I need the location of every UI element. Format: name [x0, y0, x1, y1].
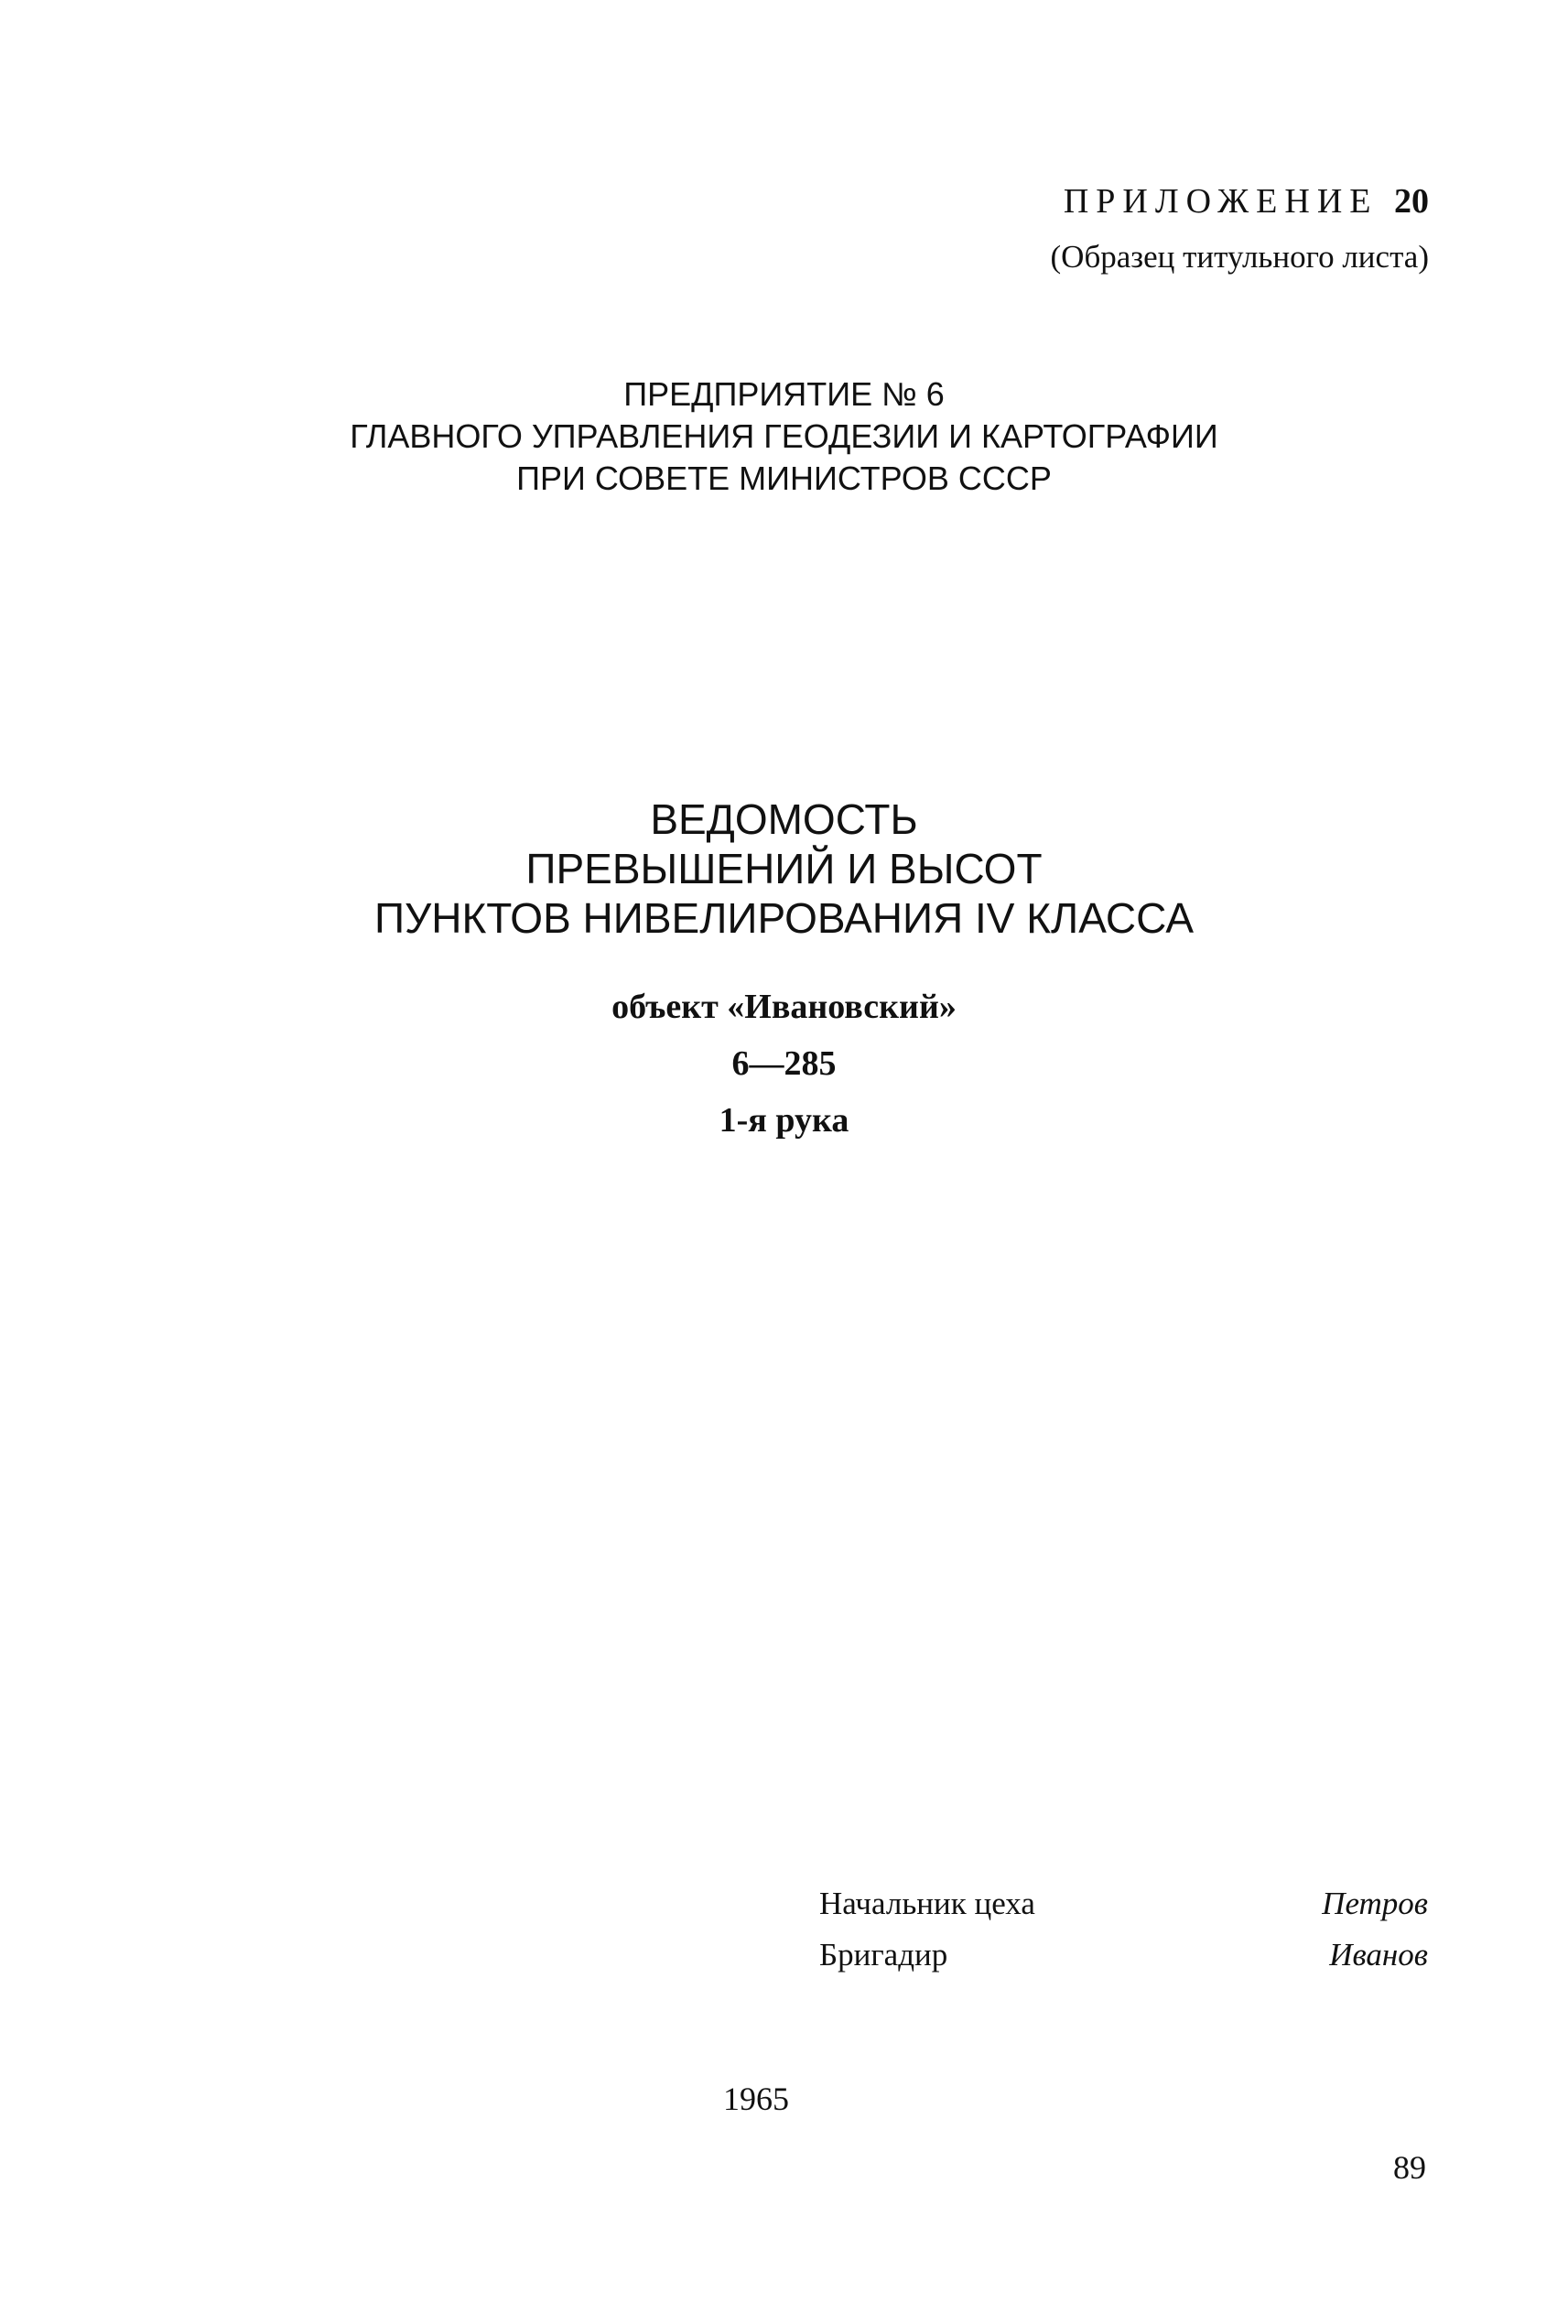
hand-label: 1-я рука: [719, 1101, 849, 1140]
appendix-subtitle: (Образец титульного листа): [1050, 239, 1429, 275]
signature-role: Бригадир: [819, 1937, 948, 1973]
signature-role: Начальник цеха: [819, 1886, 1035, 1921]
appendix-header: [916, 179, 1429, 278]
page-number: 89: [1393, 2149, 1426, 2186]
signature-name: Иванов: [1329, 1937, 1428, 1973]
object-code: 6—285: [731, 1044, 837, 1083]
title-line: ПУНКТОВ НИВЕЛИРОВАНИЯ IV КЛАССА: [373, 894, 1195, 942]
signature-row: [819, 1935, 1428, 1986]
document-meta: [0, 985, 1568, 1155]
appendix-label: ПРИЛОЖЕНИЕ: [1063, 182, 1379, 221]
signature-row: [819, 1884, 1428, 1935]
title-line: ВЕДОМОСТЬ: [650, 795, 918, 843]
organization-line: ГЛАВНОГО УПРАВЛЕНИЯ ГЕОДЕЗИИ И КАРТОГРАФИИ: [350, 417, 1218, 455]
organization-block: [0, 373, 1568, 500]
publication-year: 1965: [723, 2081, 789, 2117]
signature-name: Петров: [1322, 1886, 1428, 1921]
title-line: ПРЕВЫШЕНИЙ И ВЫСОТ: [525, 845, 1043, 892]
organization-line: ПРИ СОВЕТЕ МИНИСТРОВ СССР: [516, 459, 1052, 497]
appendix-title: [916, 179, 1429, 223]
signatures-block: [819, 1884, 1428, 1986]
object-name: объект «Ивановский»: [611, 988, 957, 1026]
appendix-number: 20: [1394, 182, 1429, 221]
document-title: [0, 794, 1568, 943]
organization-line: ПРЕДПРИЯТИЕ № 6: [623, 375, 945, 413]
